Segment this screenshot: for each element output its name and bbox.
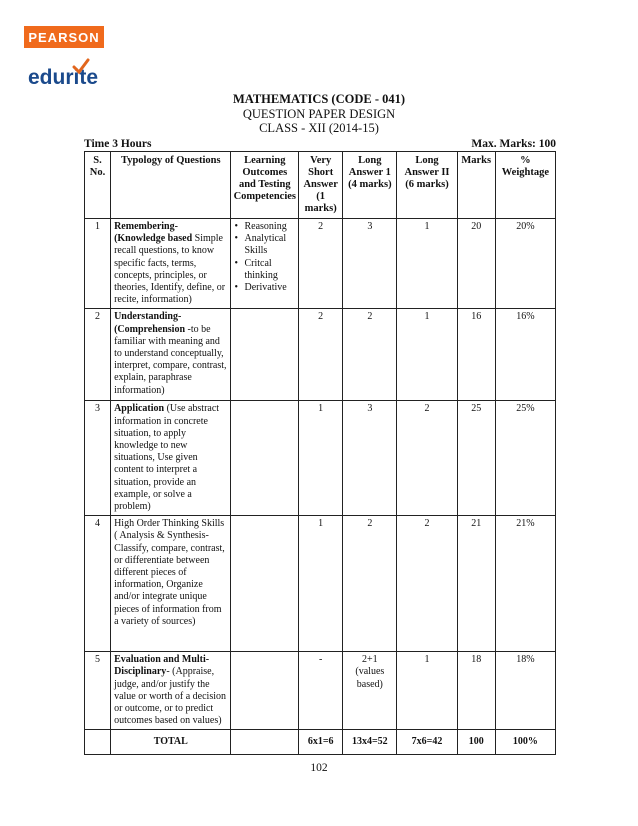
cell-la2: 2	[397, 516, 457, 652]
total-vsa: 6x1=6	[299, 730, 343, 755]
col-learning: Learning Outcomes and Testing Competencies	[231, 152, 299, 219]
outcome-item: • Critcal thinking	[234, 258, 295, 282]
doc-subtitle: QUESTION PAPER DESIGN	[242, 107, 396, 121]
pearson-logo: PEARSON	[24, 26, 104, 48]
cell-vsa: 1	[299, 516, 343, 652]
cell-learning	[231, 401, 299, 516]
typology-desc: Simple recall questions, to know specific facts, terms, concepts, principles, or theories, Identify, define, or recite, information)	[114, 233, 226, 306]
cell-vsa: 2	[299, 309, 343, 401]
cell-weightage: 18%	[495, 652, 555, 730]
cell-la1	[343, 652, 397, 730]
typology-title-2: (Knowledge based	[114, 233, 193, 245]
col-typology: Typology of Questions	[111, 152, 231, 219]
table-row	[85, 309, 556, 401]
cell-marks: 20	[457, 219, 495, 309]
cell-la1: 3	[343, 219, 397, 309]
typology-desc: High Order Thinking Skills ( Analysis & Synthesis- Classify, compare, contrast, or differentiate between different pieces of information, Organize and/or integrate unique pieces of information from a variety of sources)	[114, 518, 225, 627]
col-marks: Marks	[457, 152, 495, 219]
cell-sno	[85, 730, 111, 755]
la1-value: 2+1	[362, 654, 378, 666]
checkmark-icon	[72, 58, 90, 74]
cell-marks: 21	[457, 516, 495, 652]
col-sno: S. No.	[85, 152, 111, 219]
cell-vsa: 2	[299, 219, 343, 309]
time-label: Time 3 Hours	[84, 138, 152, 150]
typology-title-2: (Comprehension	[114, 323, 186, 335]
cell-weightage: 25%	[495, 401, 555, 516]
col-weightage: % Weightage	[495, 152, 555, 219]
edurite-logo-text: edurite	[28, 66, 99, 89]
cell-sno: 1	[85, 219, 111, 309]
cell-learning	[231, 730, 299, 755]
typology-desc: -to be familiar with meaning and to understand conceptually, interpret, compare, contrast, explain, paraphrase information)	[114, 323, 227, 396]
cell-vsa: 1	[299, 401, 343, 516]
cell-weightage: 16%	[495, 309, 555, 401]
cell-learning	[231, 516, 299, 652]
total-label: TOTAL	[111, 730, 231, 755]
table-row	[85, 652, 556, 730]
total-la2: 7x6=42	[397, 730, 457, 755]
typology-desc: - (Appraise, judge, and/or justify the value or worth of a decision or outcome, or to predict outcomes based on values)	[114, 666, 226, 727]
cell-weightage: 21%	[495, 516, 555, 652]
total-weightage: 100%	[495, 730, 555, 755]
cell-la1: 2	[343, 516, 397, 652]
cell-sno: 5	[85, 652, 111, 730]
cell-learning	[231, 309, 299, 401]
cell-la2: 2	[397, 401, 457, 516]
cell-typology	[111, 652, 231, 730]
cell-sno: 3	[85, 401, 111, 516]
typology-title: Remembering-	[114, 221, 178, 232]
table-header-row	[85, 152, 556, 219]
cell-la2: 1	[397, 219, 457, 309]
cell-vsa: -	[299, 652, 343, 730]
cell-learning	[231, 652, 299, 730]
outcome-item: • Reasoning	[234, 221, 295, 233]
outcome-item: • Analytical Skills	[234, 233, 295, 257]
typology-desc: (Use abstract information in concrete situation, to apply knowledge to new situations, Use given content to interpret a situation, provide an example, or solve a problem)	[114, 403, 220, 513]
cell-typology	[111, 219, 231, 309]
cell-la2: 1	[397, 309, 457, 401]
cell-learning	[231, 219, 299, 309]
col-vsa: Very Short Answer (1 marks)	[299, 152, 343, 219]
cell-la1: 3	[343, 401, 397, 516]
typology-title: Understanding-	[114, 311, 182, 323]
cell-weightage: 20%	[495, 219, 555, 309]
outcome-item: • Derivative	[234, 282, 295, 294]
question-design-table	[84, 151, 556, 755]
cell-sno: 2	[85, 309, 111, 401]
total-row	[85, 730, 556, 755]
typology-title: Application	[114, 403, 165, 415]
table-row	[85, 401, 556, 516]
cell-typology	[111, 516, 231, 652]
table-row	[85, 219, 556, 309]
total-la1: 13x4=52	[343, 730, 397, 755]
doc-title: MATHEMATICS (CODE - 041)	[232, 92, 406, 106]
cell-marks: 18	[457, 652, 495, 730]
la1-note: (values based)	[355, 666, 385, 690]
cell-marks: 25	[457, 401, 495, 516]
cell-typology	[111, 401, 231, 516]
max-marks-label: Max. Marks: 100	[471, 138, 556, 150]
edurite-logo	[28, 58, 118, 94]
cell-typology	[111, 309, 231, 401]
table-row	[85, 516, 556, 652]
cell-la1: 2	[343, 309, 397, 401]
typology-title: Evaluation and Multi-Disciplinary	[114, 654, 210, 678]
page-number: 102	[310, 762, 328, 774]
total-marks: 100	[457, 730, 495, 755]
cell-la2: 1	[397, 652, 457, 730]
cell-sno: 4	[85, 516, 111, 652]
col-la1: Long Answer 1 (4 marks)	[343, 152, 397, 219]
cell-marks: 16	[457, 309, 495, 401]
col-la2: Long Answer II (6 marks)	[397, 152, 457, 219]
doc-class: CLASS - XII (2014-15)	[259, 121, 379, 135]
